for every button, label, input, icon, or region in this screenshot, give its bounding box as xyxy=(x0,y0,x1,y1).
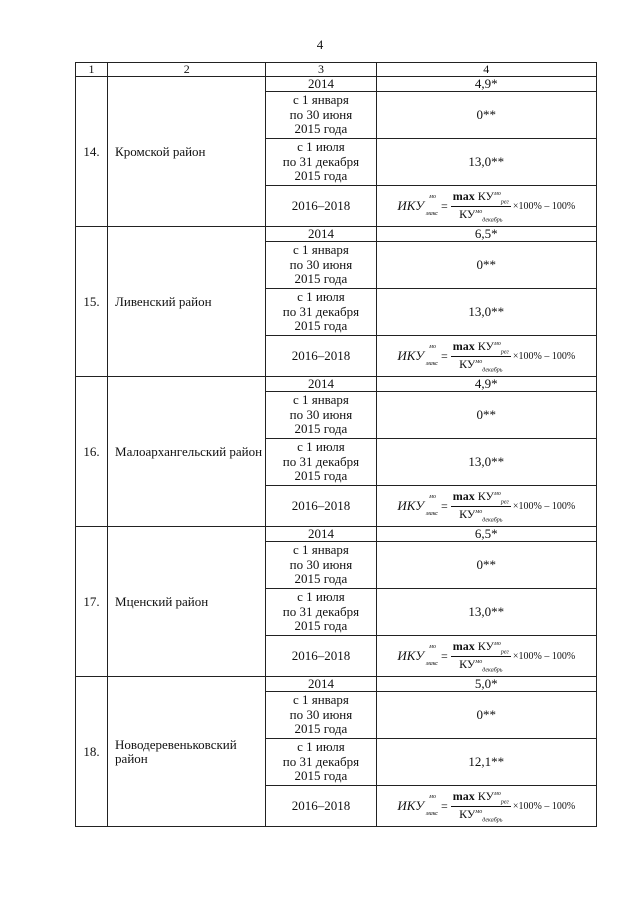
formula-lhs-text: ИКУ xyxy=(397,798,424,813)
period-h2-2015 xyxy=(266,739,376,786)
header-col-1: 1 xyxy=(76,63,108,77)
formula-tail: ×100% – 100% xyxy=(512,200,576,212)
value-h2-2015: 13,0** xyxy=(376,139,596,186)
formula-fraction xyxy=(451,489,511,523)
formula-den-sup: мо xyxy=(475,508,483,515)
formula-lhs xyxy=(397,794,438,817)
page-number: 4 xyxy=(316,37,324,52)
value-h1-2015: 0** xyxy=(376,242,596,289)
formula-lhs-sup: мо xyxy=(429,644,436,650)
formula-lhs-sup: мо xyxy=(429,494,436,500)
value-h2-2015: 13,0** xyxy=(376,289,596,336)
formula-denominator xyxy=(457,207,504,223)
period-line: с 1 января xyxy=(292,242,349,258)
row-number: 15. xyxy=(76,227,108,377)
period-line: 2015 года xyxy=(294,318,348,334)
formula-num-ku: КУ xyxy=(477,489,495,504)
period-2016-2018: 2016–2018 xyxy=(266,486,376,527)
period-line: с 1 января xyxy=(292,92,349,108)
formula-numerator xyxy=(451,339,511,356)
period-2014: 2014 xyxy=(266,77,376,92)
formula-lhs-text: ИКУ xyxy=(397,648,424,663)
formula-den-sub: декабрь xyxy=(482,216,503,223)
formula-numerator xyxy=(451,189,511,206)
index-formula xyxy=(397,789,575,823)
period-line: 2015 года xyxy=(294,468,348,484)
value-2014: 6,5* xyxy=(376,527,596,542)
period-line: 2015 года xyxy=(294,721,348,737)
period-2014: 2014 xyxy=(266,227,376,242)
period-h1-2015 xyxy=(266,242,376,289)
formula-equals: = xyxy=(440,348,448,363)
tariff-table xyxy=(75,62,597,827)
formula-num-sup: мо xyxy=(494,191,501,198)
period-2016-2018: 2016–2018 xyxy=(266,636,376,677)
period-line: по 30 июня xyxy=(289,256,353,272)
value-h2-2015: 13,0** xyxy=(376,439,596,486)
period-line: с 1 июля xyxy=(297,289,345,305)
index-formula xyxy=(397,189,575,223)
formula-cell xyxy=(376,786,596,827)
formula-num-sup: мо xyxy=(494,791,501,798)
formula-den-sub: декабрь xyxy=(482,366,503,373)
period-h2-2015 xyxy=(266,139,376,186)
formula-cell xyxy=(376,336,596,377)
formula-den-sub: декабрь xyxy=(482,666,503,673)
formula-lhs-sub: макс xyxy=(425,811,438,817)
period-line: 2015 года xyxy=(294,571,348,587)
period-h1-2015 xyxy=(266,92,376,139)
formula-lhs-sub: макс xyxy=(425,511,438,517)
formula-lhs xyxy=(397,494,438,517)
period-line: по 30 июня xyxy=(289,556,353,572)
period-line: с 1 января xyxy=(292,542,349,558)
formula-tail: ×100% – 100% xyxy=(512,800,576,812)
period-line: 2015 года xyxy=(294,768,348,784)
formula-den-sup: мо xyxy=(475,658,483,665)
period-2014: 2014 xyxy=(266,377,376,392)
period-2016-2018: 2016–2018 xyxy=(266,186,376,227)
formula-num-sup: мо xyxy=(494,641,501,648)
table-row xyxy=(76,527,597,542)
formula-lhs-sub: макс xyxy=(425,211,438,217)
period-h2-2015 xyxy=(266,439,376,486)
formula-cell xyxy=(376,186,596,227)
period-line: по 31 декабря xyxy=(282,753,360,769)
formula-max: max xyxy=(452,489,475,504)
formula-num-sup: мо xyxy=(494,341,501,348)
formula-den-ku: КУ xyxy=(459,206,476,221)
period-h1-2015 xyxy=(266,392,376,439)
formula-fraction xyxy=(451,189,511,223)
period-line: по 30 июня xyxy=(289,706,353,722)
formula-den-sup: мо xyxy=(475,808,483,815)
formula-equals: = xyxy=(440,648,448,663)
value-2014: 4,9* xyxy=(376,77,596,92)
row-number: 17. xyxy=(76,527,108,677)
formula-fraction xyxy=(451,789,511,823)
period-line: по 31 декабря xyxy=(282,453,360,469)
formula-lhs xyxy=(397,644,438,667)
table-row xyxy=(76,77,597,92)
formula-denominator xyxy=(457,507,504,523)
district-name: Кромской район xyxy=(108,77,266,227)
formula-lhs xyxy=(397,194,438,217)
period-line: по 30 июня xyxy=(289,406,353,422)
formula-equals: = xyxy=(440,198,448,213)
period-2014: 2014 xyxy=(266,677,376,692)
formula-den-sub: декабрь xyxy=(482,816,503,823)
value-h1-2015: 0** xyxy=(376,392,596,439)
index-formula xyxy=(397,339,575,373)
value-h2-2015: 13,0** xyxy=(376,589,596,636)
formula-lhs-text: ИКУ xyxy=(397,198,424,213)
formula-denominator xyxy=(457,357,504,373)
header-col-3: 3 xyxy=(266,63,376,77)
formula-cell xyxy=(376,486,596,527)
period-line: с 1 января xyxy=(292,692,349,708)
header-row xyxy=(76,63,597,77)
formula-denominator xyxy=(457,657,504,673)
period-line: по 31 декабря xyxy=(282,303,360,319)
row-number: 18. xyxy=(76,677,108,827)
formula-lhs-sub: макс xyxy=(425,661,438,667)
formula-den-ku: КУ xyxy=(459,806,476,821)
formula-denominator xyxy=(457,807,504,823)
period-line: с 1 июля xyxy=(297,139,345,155)
formula-lhs xyxy=(397,344,438,367)
formula-lhs-text: ИКУ xyxy=(397,348,424,363)
period-line: по 31 декабря xyxy=(282,603,360,619)
formula-cell xyxy=(376,636,596,677)
formula-max: max xyxy=(452,789,475,804)
formula-den-sup: мо xyxy=(475,358,483,365)
formula-fraction xyxy=(451,639,511,673)
period-line: по 30 июня xyxy=(289,106,353,122)
formula-tail: ×100% – 100% xyxy=(512,500,576,512)
period-line: 2015 года xyxy=(294,121,348,137)
formula-numerator xyxy=(451,489,511,506)
formula-num-sub: рег xyxy=(500,199,509,206)
formula-num-sup: мо xyxy=(494,491,501,498)
formula-num-sub: рег xyxy=(500,649,509,656)
formula-lhs-text: ИКУ xyxy=(397,498,424,513)
formula-tail: ×100% – 100% xyxy=(512,650,576,662)
value-h1-2015: 0** xyxy=(376,92,596,139)
period-h1-2015 xyxy=(266,692,376,739)
period-line: с 1 января xyxy=(292,392,349,408)
formula-lhs-sup: мо xyxy=(429,194,436,200)
formula-num-ku: КУ xyxy=(477,639,495,654)
index-formula xyxy=(397,639,575,673)
formula-lhs-sub: макс xyxy=(425,361,438,367)
period-2014: 2014 xyxy=(266,527,376,542)
value-h2-2015: 12,1** xyxy=(376,739,596,786)
formula-num-ku: КУ xyxy=(477,189,495,204)
formula-den-sub: декабрь xyxy=(482,516,503,523)
period-h2-2015 xyxy=(266,289,376,336)
table-row xyxy=(76,227,597,242)
formula-equals: = xyxy=(440,798,448,813)
district-name: Новодеревеньковский район xyxy=(108,677,266,827)
period-h1-2015 xyxy=(266,542,376,589)
period-2016-2018: 2016–2018 xyxy=(266,336,376,377)
value-2014: 4,9* xyxy=(376,377,596,392)
value-2014: 6,5* xyxy=(376,227,596,242)
period-line: 2015 года xyxy=(294,271,348,287)
district-name: Мценский район xyxy=(108,527,266,677)
formula-num-sub: рег xyxy=(500,799,509,806)
index-formula xyxy=(397,489,575,523)
header-col-4: 4 xyxy=(376,63,596,77)
formula-den-ku: КУ xyxy=(459,506,476,521)
formula-numerator xyxy=(451,789,511,806)
row-number: 16. xyxy=(76,377,108,527)
formula-numerator xyxy=(451,639,511,656)
formula-max: max xyxy=(452,339,475,354)
formula-max: max xyxy=(452,189,475,204)
formula-tail: ×100% – 100% xyxy=(512,350,576,362)
formula-lhs-sup: мо xyxy=(429,344,436,350)
period-line: по 31 декабря xyxy=(282,153,360,169)
period-line: с 1 июля xyxy=(297,739,345,755)
formula-equals: = xyxy=(440,498,448,513)
period-line: с 1 июля xyxy=(297,439,345,455)
formula-fraction xyxy=(451,339,511,373)
table-row xyxy=(76,377,597,392)
value-h1-2015: 0** xyxy=(376,542,596,589)
formula-num-sub: рег xyxy=(500,349,509,356)
period-line: с 1 июля xyxy=(297,589,345,605)
formula-lhs-sup: мо xyxy=(429,794,436,800)
formula-num-sub: рег xyxy=(500,499,509,506)
period-line: 2015 года xyxy=(294,168,348,184)
period-line: 2015 года xyxy=(294,618,348,634)
row-number: 14. xyxy=(76,77,108,227)
period-2016-2018: 2016–2018 xyxy=(266,786,376,827)
value-2014: 5,0* xyxy=(376,677,596,692)
table-row xyxy=(76,677,597,692)
formula-den-sup: мо xyxy=(475,208,483,215)
formula-num-ku: КУ xyxy=(477,339,495,354)
header-col-2: 2 xyxy=(108,63,266,77)
formula-den-ku: КУ xyxy=(459,356,476,371)
formula-max: max xyxy=(452,639,475,654)
period-h2-2015 xyxy=(266,589,376,636)
formula-den-ku: КУ xyxy=(459,656,476,671)
district-name: Малоархангельский район xyxy=(108,377,266,527)
formula-num-ku: КУ xyxy=(477,789,495,804)
period-line: 2015 года xyxy=(294,421,348,437)
value-h1-2015: 0** xyxy=(376,692,596,739)
district-name: Ливенский район xyxy=(108,227,266,377)
